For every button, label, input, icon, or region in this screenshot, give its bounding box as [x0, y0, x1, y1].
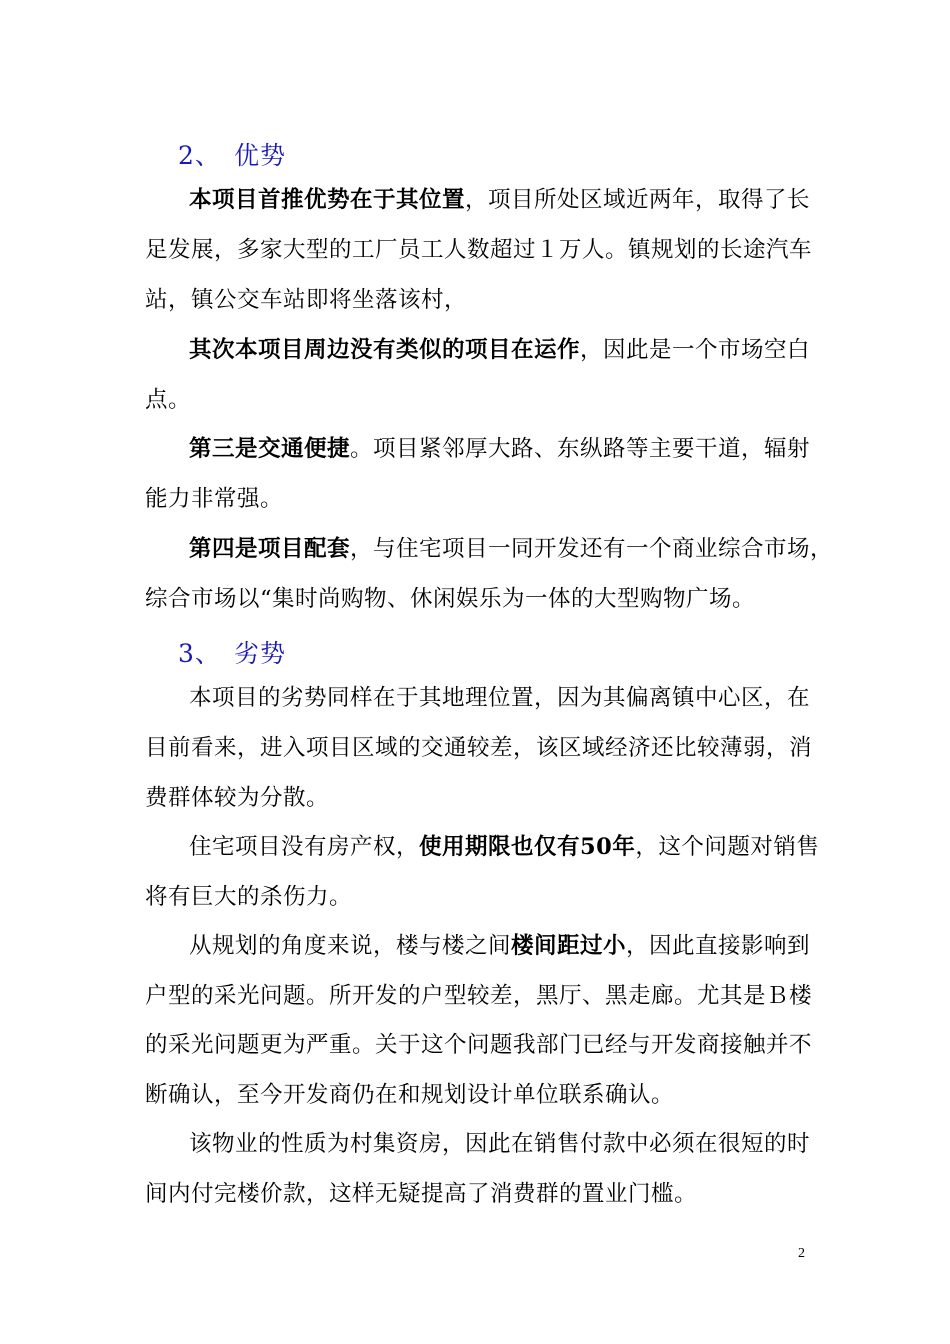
section-heading-advantages	[178, 136, 286, 172]
section-number: 2、	[178, 141, 221, 170]
line-text: 从规划的角度来说，楼与楼之间	[189, 933, 512, 959]
paragraph-line	[189, 438, 810, 461]
line-text: ，项目所处区域近两年，取得了长	[465, 187, 811, 213]
bold-text: 第三是交通便捷	[189, 436, 351, 462]
line-text: 间内付完楼价款，这样无疑提高了消费群的置业门槛。	[145, 1181, 698, 1207]
line-text: 点。	[145, 387, 192, 413]
paragraph-line	[145, 1034, 812, 1057]
paragraph-line	[145, 737, 812, 760]
line-text: ，这个问题对销售	[635, 834, 820, 860]
paragraph-line	[189, 1133, 810, 1156]
page-number: 2	[798, 1246, 805, 1261]
line-text: 该物业的性质为村集资房，因此在销售付款中必须在很短的时	[189, 1131, 811, 1157]
paragraph-line	[145, 1084, 674, 1107]
section-title: 优势	[234, 141, 287, 170]
line-text: 将有巨大的杀伤力。	[145, 884, 353, 910]
paragraph-line	[189, 189, 810, 212]
paragraph-line	[189, 339, 810, 362]
bold-text: 其次本项目周边没有类似的项目在运作	[189, 337, 581, 363]
section-heading-disadvantages	[178, 634, 286, 670]
line-text: 综合市场以“集时尚购物、休闲娱乐为一体的大型购物广场。	[145, 586, 756, 612]
line-text: 的采光问题更为严重。关于这个问题我部门已经与开发商接触并不	[145, 1032, 813, 1058]
line-text: 足发展，多家大型的工厂员工人数超过１万人。镇规划的长途汽车	[145, 237, 813, 263]
paragraph-line	[145, 1183, 697, 1206]
line-text: 站，镇公交车站即将坐落该村，	[145, 287, 468, 313]
section-title: 劣势	[234, 639, 287, 668]
line-text: 。项目紧邻厚大路、东纵路等主要干道，辐射	[350, 436, 811, 462]
paragraph-line	[145, 886, 352, 909]
bold-text: 使用期限也仅有50年	[419, 834, 636, 860]
paragraph-line	[189, 538, 833, 561]
paragraph-line	[145, 389, 191, 412]
paragraph-line	[145, 787, 329, 810]
line-text: 本项目的劣势同样在于其地理位置，因为其偏离镇中心区，在	[189, 685, 811, 711]
section-number: 3、	[178, 639, 221, 668]
bold-text: 楼间距过小	[511, 933, 627, 959]
line-text: ，因此是一个市场空白	[580, 337, 811, 363]
paragraph-line	[145, 985, 812, 1008]
line-text: 目前看来，进入项目区域的交通较差，该区域经济还比较薄弱，消	[145, 735, 813, 761]
line-text: 住宅项目没有房产权，	[189, 834, 420, 860]
line-text: 能力非常强。	[145, 486, 284, 512]
paragraph-line	[189, 836, 819, 859]
paragraph-line	[145, 588, 755, 611]
paragraph-line	[189, 687, 810, 710]
line-text: 费群体较为分散。	[145, 785, 330, 811]
paragraph-line	[145, 239, 812, 262]
paragraph-line	[145, 488, 283, 511]
line-text: 断确认，至今开发商仍在和规划设计单位联系确认。	[145, 1082, 675, 1108]
bold-text: 本项目首推优势在于其位置	[189, 187, 466, 213]
line-text: 户型的采光问题。所开发的户型较差，黑厅、黑走廊。尤其是Ｂ楼	[145, 983, 813, 1009]
line-text: ，与住宅项目一同开发还有一个商业综合市场，	[350, 536, 834, 562]
paragraph-line	[189, 935, 810, 958]
line-text: ，因此直接影响到	[626, 933, 811, 959]
bold-text: 第四是项目配套	[189, 536, 351, 562]
paragraph-line	[145, 289, 467, 312]
